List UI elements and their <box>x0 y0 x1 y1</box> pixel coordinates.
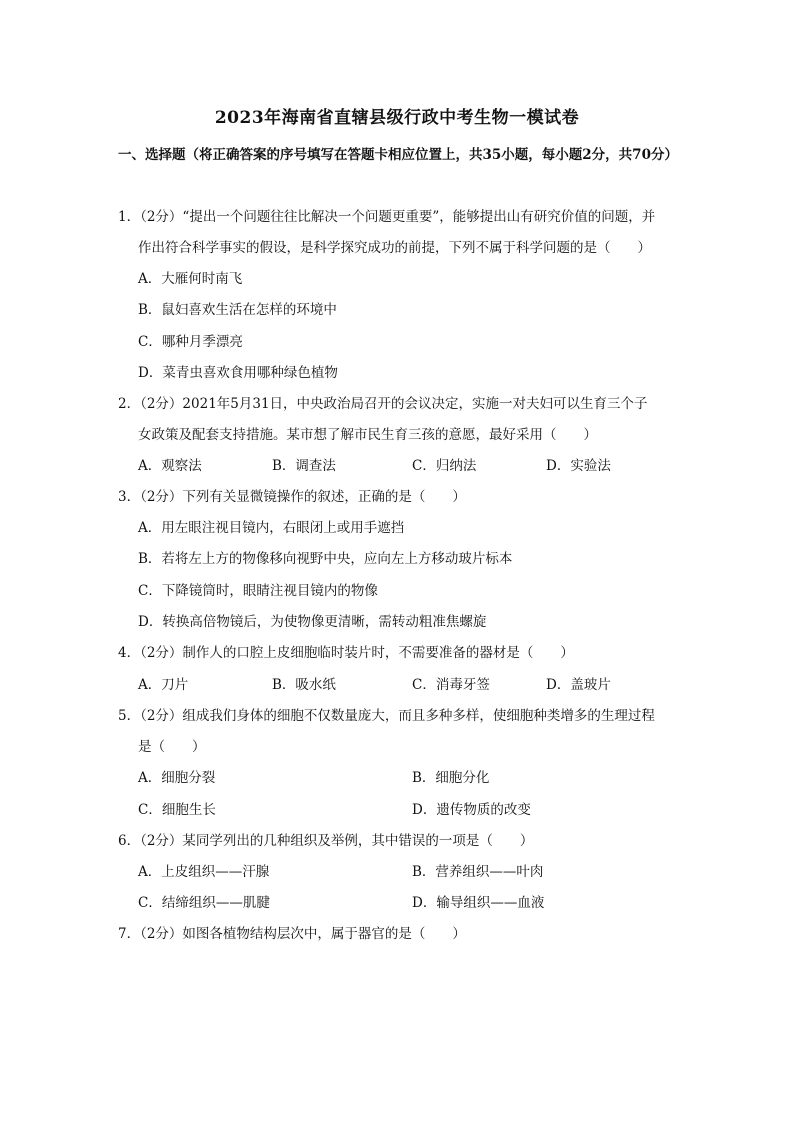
question-1-line-2: 作出符合科学事实的假设，是科学探究成功的前提，下列不属于科学问题的是（ ） <box>138 240 651 256</box>
question-2-option-c: C．归纳法 <box>412 458 477 474</box>
question-3-line-1: 3．（2分）下列有关显微镜操作的叙述，正确的是（ ） <box>118 489 466 505</box>
question-5-option-d: D．遗传物质的改变 <box>412 802 531 818</box>
question-1-option-d: D．菜青虫喜欢食用哪种绿色植物 <box>138 365 338 381</box>
question-3-option-a: A．用左眼注视目镜内，右眼闭上或用手遮挡 <box>138 520 405 536</box>
question-3-option-b: B．若将左上方的物像移向视野中央，应向左上方移动玻片标本 <box>138 551 513 567</box>
question-5-option-c: C．细胞生长 <box>138 802 216 818</box>
exam-title: 2023年海南省直辖县级行政中考生物一模试卷 <box>214 108 580 128</box>
question-6-option-a: A．上皮组织——汗腺 <box>138 864 270 880</box>
question-6-line-1: 6．（2分）某同学列出的几种组织及举例，其中错误的一项是（ ） <box>118 833 534 849</box>
question-1-option-c: C．哪种月季漂亮 <box>138 334 243 350</box>
question-3-option-c: C．下降镜筒时，眼睛注视目镜内的物像 <box>138 583 378 599</box>
question-4-option-c: C．消毒牙签 <box>412 677 490 693</box>
question-4-option-a: A．刀片 <box>138 677 189 693</box>
question-5-option-b: B．细胞分化 <box>412 770 490 786</box>
question-5-line-2: 是（ ） <box>138 739 206 755</box>
question-5-line-1: 5．（2分）组成我们身体的细胞不仅数量庞大，而且多种多样，使细胞种类增多的生理过程 <box>118 708 655 724</box>
question-6-option-d: D．输导组织——血液 <box>412 895 545 911</box>
question-1-option-a: A．大雁何时南飞 <box>138 271 243 287</box>
section-heading: 一、选择题（将正确答案的序号填写在答题卡相应位置上，共35小题，每小题2分，共70分） <box>118 147 678 163</box>
question-2-line-2: 女政策及配套支持措施。某市想了解市民生育三孩的意愿，最好采用（ ） <box>138 427 597 443</box>
question-1-line-1: 1．（2分）“提出一个问题往往比解决一个问题更重要”，能够提出山有研究价值的问题，并 <box>118 209 656 225</box>
question-5-option-a: A．细胞分裂 <box>138 770 216 786</box>
question-4-line-1: 4．（2分）制作人的口腔上皮细胞临时装片时，不需要准备的器材是（ ） <box>118 645 574 661</box>
question-2-option-a: A．观察法 <box>138 458 202 474</box>
question-2-option-b: B．调查法 <box>272 458 336 474</box>
question-6-option-c: C．结缔组织——肌腱 <box>138 895 270 911</box>
question-2-option-d: D．实验法 <box>546 458 611 474</box>
question-2-line-1: 2．（2分）2021年5月31日，中央政治局召开的会议决定，实施一对夫妇可以生育三个子 <box>118 396 648 412</box>
question-3-option-d: D．转换高倍物镜后，为使物像更清晰，需转动粗准焦螺旋 <box>138 614 487 630</box>
question-1-option-b: B．鼠妇喜欢生活在怎样的环境中 <box>138 302 337 318</box>
question-6-option-b: B．营养组织——叶肉 <box>412 864 544 880</box>
question-4-option-b: B．吸水纸 <box>272 677 336 693</box>
question-7-line-1: 7．（2分）如图各植物结构层次中，属于器官的是（ ） <box>118 926 466 942</box>
question-4-option-d: D．盖玻片 <box>546 677 611 693</box>
